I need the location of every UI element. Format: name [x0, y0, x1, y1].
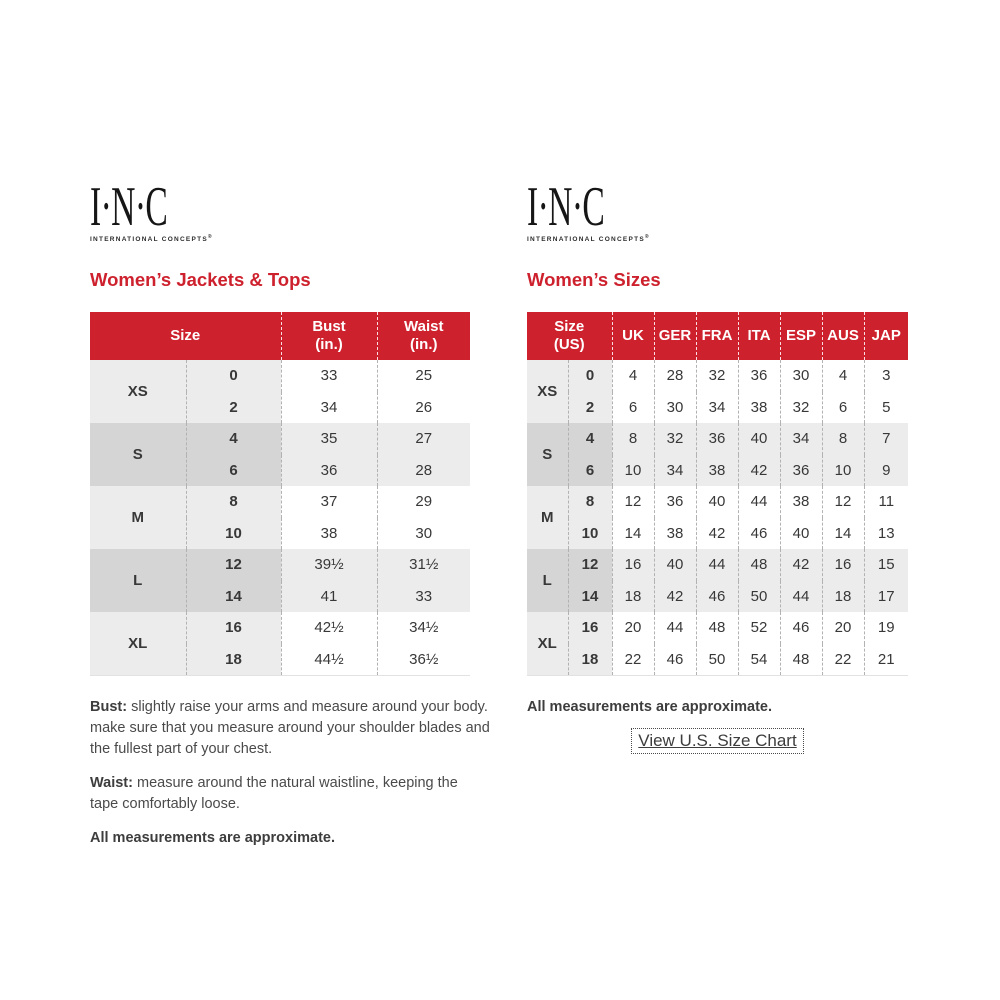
aus-cell: 10: [822, 455, 864, 487]
uk-cell: 12: [612, 486, 654, 518]
waist-cell: 28: [377, 455, 470, 487]
table-row: [527, 392, 908, 424]
bust-cell: 44½: [281, 644, 377, 676]
inc-logo-subtext-label: INTERNATIONAL CONCEPTS: [527, 236, 645, 244]
aus-cell: 22: [822, 644, 864, 676]
us-size-cell: 18: [186, 644, 281, 676]
approximate-note: [90, 828, 490, 849]
us-size-cell: 0: [568, 360, 612, 392]
us-size-cell: 6: [186, 455, 281, 487]
table-row: [527, 518, 908, 550]
col-header-jap: JAP: [864, 312, 908, 360]
table-row: [90, 486, 470, 518]
fra-cell: 40: [696, 486, 738, 518]
bust-cell: 37: [281, 486, 377, 518]
col-header-ita: ITA: [738, 312, 780, 360]
uk-cell: 22: [612, 644, 654, 676]
bust-cell: 34: [281, 392, 377, 424]
table-row: [90, 360, 470, 392]
bust-cell: 41: [281, 581, 377, 613]
ger-cell: 28: [654, 360, 696, 392]
us-size-cell: 12: [568, 549, 612, 581]
uk-cell: 16: [612, 549, 654, 581]
international-sizes-table: [527, 312, 908, 676]
col-header-waist-unit: (in.): [410, 336, 438, 353]
table-row: [90, 423, 470, 455]
col-header-size-unit: (US): [553, 336, 585, 353]
uk-cell: 4: [612, 360, 654, 392]
col-header-size: Size: [90, 312, 281, 360]
fra-cell: 38: [696, 455, 738, 487]
aus-cell: 4: [822, 360, 864, 392]
col-header-uk: UK: [612, 312, 654, 360]
jap-cell: 3: [864, 360, 908, 392]
esp-cell: 42: [780, 549, 822, 581]
jap-cell: 19: [864, 612, 908, 644]
ita-cell: 36: [738, 360, 780, 392]
waist-cell: 30: [377, 518, 470, 550]
aus-cell: 18: [822, 581, 864, 613]
fra-cell: 48: [696, 612, 738, 644]
bust-cell: 39½: [281, 549, 377, 581]
waist-note-label: Waist:: [90, 775, 133, 791]
ita-cell: 48: [738, 549, 780, 581]
bust-cell: 33: [281, 360, 377, 392]
col-header-bust-label: Bust: [312, 318, 346, 336]
fra-cell: 42: [696, 518, 738, 550]
us-size-cell: 2: [568, 392, 612, 424]
esp-cell: 38: [780, 486, 822, 518]
bust-cell: 42½: [281, 612, 377, 644]
waist-note-text: measure around the natural waistline, keeping the tape comfortably loose.: [90, 775, 458, 812]
size-group-label: S: [90, 423, 186, 486]
size-group-label: M: [90, 486, 186, 549]
aus-cell: 8: [822, 423, 864, 455]
fra-cell: 46: [696, 581, 738, 613]
inc-logo-subtext-label: INTERNATIONAL CONCEPTS: [90, 236, 208, 244]
esp-cell: 34: [780, 423, 822, 455]
ita-cell: 40: [738, 423, 780, 455]
bust-note: [90, 697, 490, 760]
uk-cell: 14: [612, 518, 654, 550]
jackets-tops-table: [90, 312, 470, 676]
ger-cell: 44: [654, 612, 696, 644]
jap-cell: 15: [864, 549, 908, 581]
view-us-size-chart-link[interactable]: View U.S. Size Chart: [631, 728, 803, 754]
ita-cell: 50: [738, 581, 780, 613]
waist-cell: 25: [377, 360, 470, 392]
size-group-label: S: [527, 423, 568, 486]
col-header-aus: AUS: [822, 312, 864, 360]
aus-cell: 6: [822, 392, 864, 424]
jap-cell: 21: [864, 644, 908, 676]
bust-note-text: slightly raise your arms and measure around your body. make sure that you measure around your shoulder blades and the fullest part of your chest.: [90, 699, 490, 757]
esp-cell: 36: [780, 455, 822, 487]
us-size-cell: 4: [568, 423, 612, 455]
size-group-label: L: [527, 549, 568, 612]
esp-cell: 32: [780, 392, 822, 424]
uk-cell: 8: [612, 423, 654, 455]
size-group-label: XL: [90, 612, 186, 676]
col-header-waist: [377, 312, 470, 360]
ger-cell: 46: [654, 644, 696, 676]
aus-cell: 12: [822, 486, 864, 518]
ger-cell: 30: [654, 392, 696, 424]
aus-cell: 14: [822, 518, 864, 550]
approximate-note-text: All measurements are approximate.: [90, 830, 335, 846]
table-row: [527, 360, 908, 392]
fra-cell: 36: [696, 423, 738, 455]
table-row: [527, 644, 908, 676]
us-size-cell: 8: [186, 486, 281, 518]
inc-logo-text: I·N·C: [90, 176, 168, 238]
us-size-cell: 2: [186, 392, 281, 424]
table-row: [90, 612, 470, 644]
jap-cell: 7: [864, 423, 908, 455]
fra-cell: 50: [696, 644, 738, 676]
approximate-note: All measurements are approximate.: [527, 699, 772, 715]
size-group-label: L: [90, 549, 186, 612]
table-row: [527, 549, 908, 581]
col-header-size-us: [527, 312, 612, 360]
waist-cell: 26: [377, 392, 470, 424]
jap-cell: 13: [864, 518, 908, 550]
table-row: [90, 549, 470, 581]
us-size-cell: 8: [568, 486, 612, 518]
col-header-esp: ESP: [780, 312, 822, 360]
col-header-bust-unit: (in.): [315, 336, 343, 353]
womens-sizes-title: Women’s Sizes: [527, 269, 661, 290]
measurement-notes: [90, 697, 490, 862]
registered-trademark-symbol: ®: [644, 234, 649, 240]
waist-cell: 33: [377, 581, 470, 613]
us-size-cell: 6: [568, 455, 612, 487]
jap-cell: 5: [864, 392, 908, 424]
ita-cell: 38: [738, 392, 780, 424]
aus-cell: 16: [822, 549, 864, 581]
us-size-cell: 10: [568, 518, 612, 550]
col-header-bust: [281, 312, 377, 360]
womens-sizes-section: [527, 176, 908, 905]
col-header-ger: GER: [654, 312, 696, 360]
inc-logo: [90, 176, 219, 247]
us-size-cell: 16: [568, 612, 612, 644]
col-header-size-label: Size: [554, 318, 585, 336]
bust-note-label: Bust:: [90, 699, 128, 715]
us-size-cell: 0: [186, 360, 281, 392]
ita-cell: 54: [738, 644, 780, 676]
table-row: [527, 581, 908, 613]
ger-cell: 38: [654, 518, 696, 550]
us-size-cell: 4: [186, 423, 281, 455]
ger-cell: 34: [654, 455, 696, 487]
size-group-label: XS: [90, 360, 186, 423]
uk-cell: 20: [612, 612, 654, 644]
table-row: [527, 423, 908, 455]
table-row: [527, 612, 908, 644]
waist-cell: 34½: [377, 612, 470, 644]
ger-cell: 42: [654, 581, 696, 613]
inc-logo-text: I·N·C: [527, 176, 605, 238]
jap-cell: 17: [864, 581, 908, 613]
col-header-waist-label: Waist: [404, 318, 444, 336]
us-size-cell: 14: [568, 581, 612, 613]
uk-cell: 18: [612, 581, 654, 613]
esp-cell: 46: [780, 612, 822, 644]
waist-note: [90, 773, 490, 815]
bust-cell: 38: [281, 518, 377, 550]
size-group-label: M: [527, 486, 568, 549]
size-chart-link-container: [527, 728, 908, 754]
fra-cell: 32: [696, 360, 738, 392]
fra-cell: 44: [696, 549, 738, 581]
aus-cell: 20: [822, 612, 864, 644]
registered-trademark-symbol: ®: [207, 234, 212, 240]
table-row: [527, 455, 908, 487]
jackets-tops-section: [90, 176, 490, 905]
us-size-cell: 16: [186, 612, 281, 644]
waist-cell: 31½: [377, 549, 470, 581]
esp-cell: 40: [780, 518, 822, 550]
table-row: [527, 486, 908, 518]
col-header-fra: FRA: [696, 312, 738, 360]
bust-cell: 36: [281, 455, 377, 487]
uk-cell: 6: [612, 392, 654, 424]
esp-cell: 48: [780, 644, 822, 676]
us-size-cell: 14: [186, 581, 281, 613]
size-group-label: XL: [527, 612, 568, 676]
waist-cell: 29: [377, 486, 470, 518]
ita-cell: 46: [738, 518, 780, 550]
ger-cell: 40: [654, 549, 696, 581]
esp-cell: 30: [780, 360, 822, 392]
waist-cell: 27: [377, 423, 470, 455]
size-group-label: XS: [527, 360, 568, 423]
us-size-cell: 12: [186, 549, 281, 581]
waist-cell: 36½: [377, 644, 470, 676]
jap-cell: 9: [864, 455, 908, 487]
jap-cell: 11: [864, 486, 908, 518]
us-size-cell: 10: [186, 518, 281, 550]
esp-cell: 44: [780, 581, 822, 613]
ita-cell: 52: [738, 612, 780, 644]
jackets-tops-title: Women’s Jackets & Tops: [90, 269, 311, 290]
bust-cell: 35: [281, 423, 377, 455]
us-size-cell: 18: [568, 644, 612, 676]
uk-cell: 10: [612, 455, 654, 487]
ita-cell: 42: [738, 455, 780, 487]
ger-cell: 32: [654, 423, 696, 455]
ger-cell: 36: [654, 486, 696, 518]
ita-cell: 44: [738, 486, 780, 518]
fra-cell: 34: [696, 392, 738, 424]
inc-logo: [527, 176, 656, 247]
